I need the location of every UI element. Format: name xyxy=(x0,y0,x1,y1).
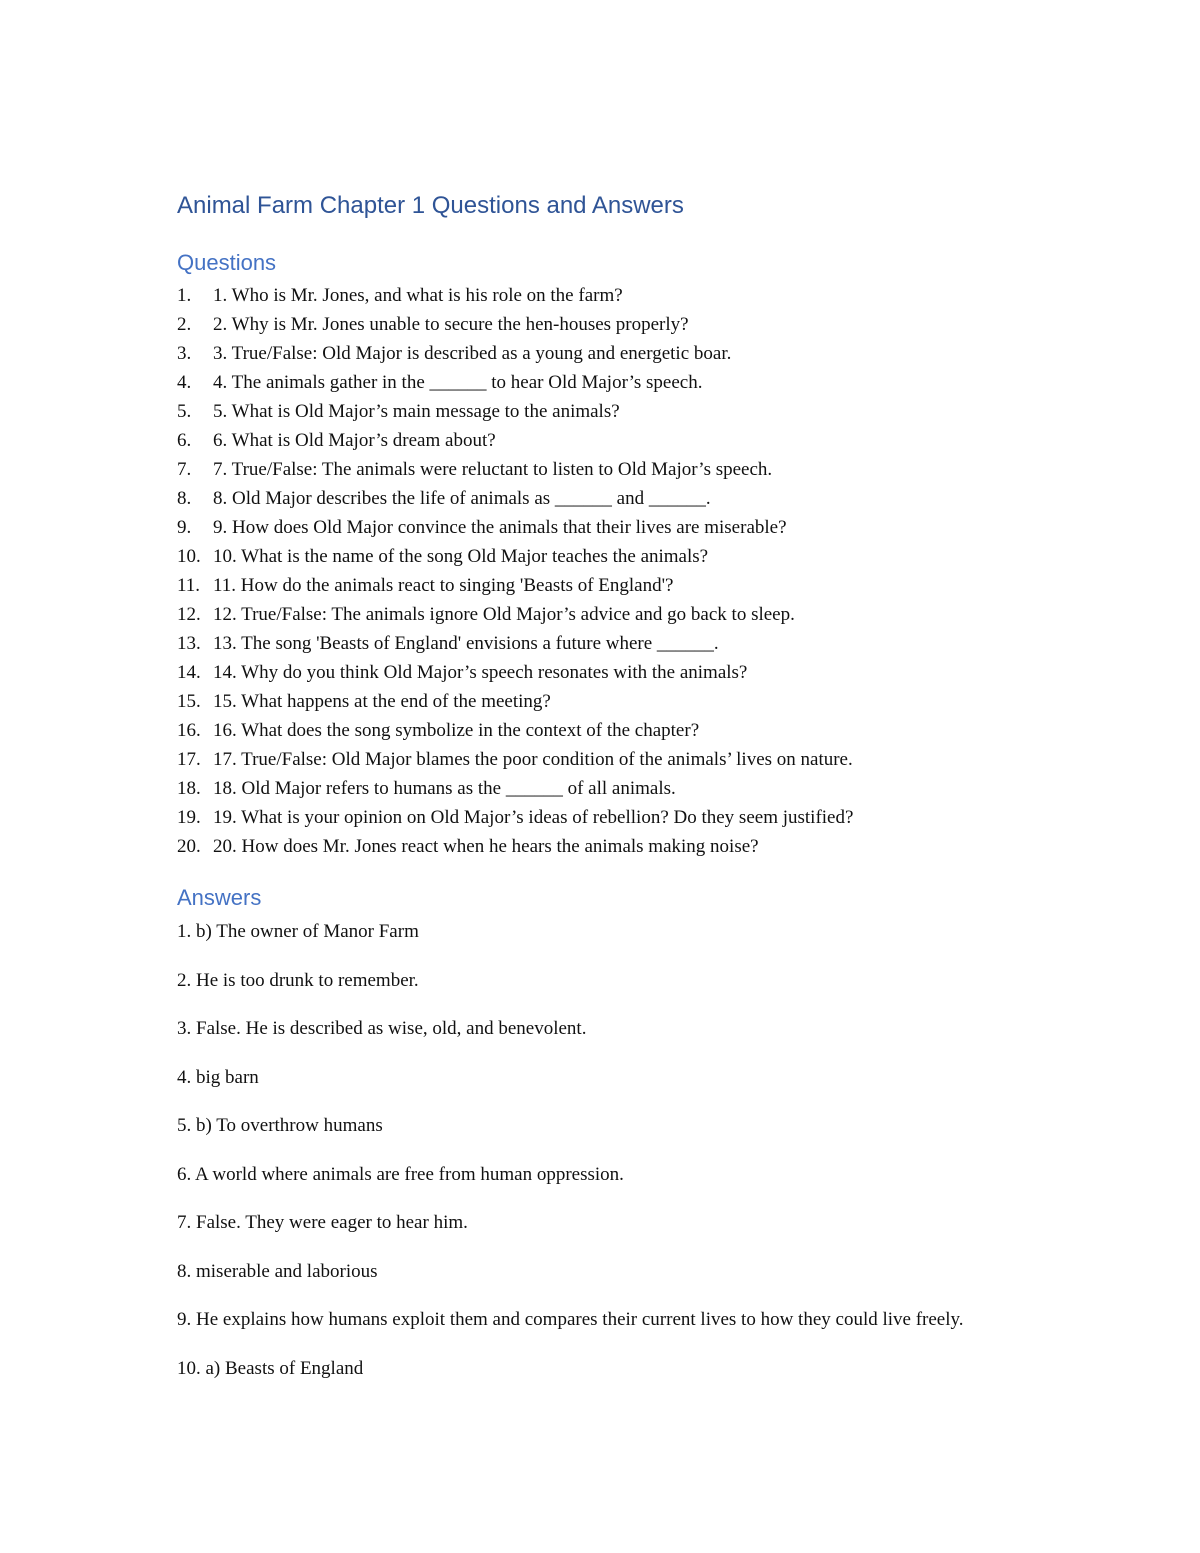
question-text: 16. What does the song symbolize in the context of the chapter? xyxy=(213,720,700,741)
question-number: 9. xyxy=(177,517,192,538)
question-number: 3. xyxy=(177,343,192,364)
question-text: 15. What happens at the end of the meeting? xyxy=(213,691,551,712)
question-number: 4. xyxy=(177,372,192,393)
answer-item: 5. b) To overthrow humans xyxy=(177,1115,383,1136)
question-item xyxy=(177,513,1077,542)
question-item xyxy=(177,629,1077,658)
question-text: 11. How do the animals react to singing 'Beasts of England'? xyxy=(213,575,674,596)
answer-item: 7. False. They were eager to hear him. xyxy=(177,1212,468,1233)
question-text: 8. Old Major describes the life of animals as ______ and ______. xyxy=(213,488,711,509)
document-title: Animal Farm Chapter 1 Questions and Answers xyxy=(177,192,684,219)
question-item xyxy=(177,281,1077,310)
answer-item: 1. b) The owner of Manor Farm xyxy=(177,921,419,942)
answer-item: 8. miserable and laborious xyxy=(177,1260,378,1282)
question-text: 6. What is Old Major’s dream about? xyxy=(213,430,496,451)
question-number: 8. xyxy=(177,488,192,509)
question-number: 20. xyxy=(177,836,201,857)
question-text: 9. How does Old Major convince the animals that their lives are miserable? xyxy=(213,517,787,538)
question-item xyxy=(177,745,1077,774)
question-number: 11. xyxy=(177,575,201,596)
question-item xyxy=(177,774,1077,803)
question-number: 18. xyxy=(177,778,201,799)
answer-item: 3. False. He is described as wise, old, and benevolent. xyxy=(177,1018,587,1039)
question-number: 15. xyxy=(177,691,201,712)
question-text: 7. True/False: The animals were reluctant to listen to Old Major’s speech. xyxy=(213,459,773,480)
question-number: 2. xyxy=(177,314,192,335)
question-number: 12. xyxy=(177,604,201,625)
answer-item: 2. He is too drunk to remember. xyxy=(177,969,419,991)
question-item xyxy=(177,339,1077,368)
answer-item: 9. He explains how humans exploit them and compares their current lives to how they could live freely. xyxy=(177,1309,964,1330)
question-text: 3. True/False: Old Major is described as a young and energetic boar. xyxy=(213,343,732,364)
question-item xyxy=(177,455,1077,484)
question-number: 17. xyxy=(177,749,201,770)
question-number: 6. xyxy=(177,430,192,451)
question-item xyxy=(177,426,1077,455)
question-item xyxy=(177,687,1077,716)
question-text: 10. What is the name of the song Old Major teaches the animals? xyxy=(213,546,709,567)
question-item xyxy=(177,803,1077,832)
answers-heading: Answers xyxy=(177,885,262,910)
question-text: 1. Who is Mr. Jones, and what is his role on the farm? xyxy=(213,285,623,306)
question-text: 12. True/False: The animals ignore Old Major’s advice and go back to sleep. xyxy=(213,604,795,625)
questions-list xyxy=(177,281,1077,861)
question-item xyxy=(177,484,1077,513)
question-text: 20. How does Mr. Jones react when he hears the animals making noise? xyxy=(213,836,759,857)
question-text: 13. The song 'Beasts of England' envisions a future where ______. xyxy=(213,633,719,654)
question-text: 18. Old Major refers to humans as the ______ of all animals. xyxy=(213,778,676,799)
question-item xyxy=(177,600,1077,629)
answer-item: 6. A world where animals are free from human oppression. xyxy=(177,1163,624,1185)
question-item xyxy=(177,571,1077,600)
question-item xyxy=(177,832,1077,861)
answer-item: 10. a) Beasts of England xyxy=(177,1357,364,1379)
answer-item: 4. big barn xyxy=(177,1066,259,1088)
question-item xyxy=(177,397,1077,426)
question-number: 16. xyxy=(177,720,201,741)
question-text: 5. What is Old Major’s main message to the animals? xyxy=(213,401,620,422)
question-item xyxy=(177,368,1077,397)
question-item xyxy=(177,658,1077,687)
question-text: 14. Why do you think Old Major’s speech resonates with the animals? xyxy=(213,662,748,683)
question-number: 14. xyxy=(177,662,201,683)
question-number: 7. xyxy=(177,459,192,480)
question-number: 10. xyxy=(177,546,201,567)
question-number: 5. xyxy=(177,401,192,422)
question-number: 13. xyxy=(177,633,201,654)
question-text: 2. Why is Mr. Jones unable to secure the hen-houses properly? xyxy=(213,314,689,335)
question-item xyxy=(177,716,1077,745)
questions-heading: Questions xyxy=(177,250,277,275)
answers-list xyxy=(177,917,1037,1402)
question-text: 4. The animals gather in the ______ to hear Old Major’s speech. xyxy=(213,372,703,393)
question-number: 19. xyxy=(177,807,201,828)
question-number: 1. xyxy=(177,285,192,306)
question-item xyxy=(177,310,1077,339)
question-item xyxy=(177,542,1077,571)
question-text: 17. True/False: Old Major blames the poor condition of the animals’ lives on nature. xyxy=(213,749,853,770)
question-text: 19. What is your opinion on Old Major’s ideas of rebellion? Do they seem justified? xyxy=(213,807,854,828)
